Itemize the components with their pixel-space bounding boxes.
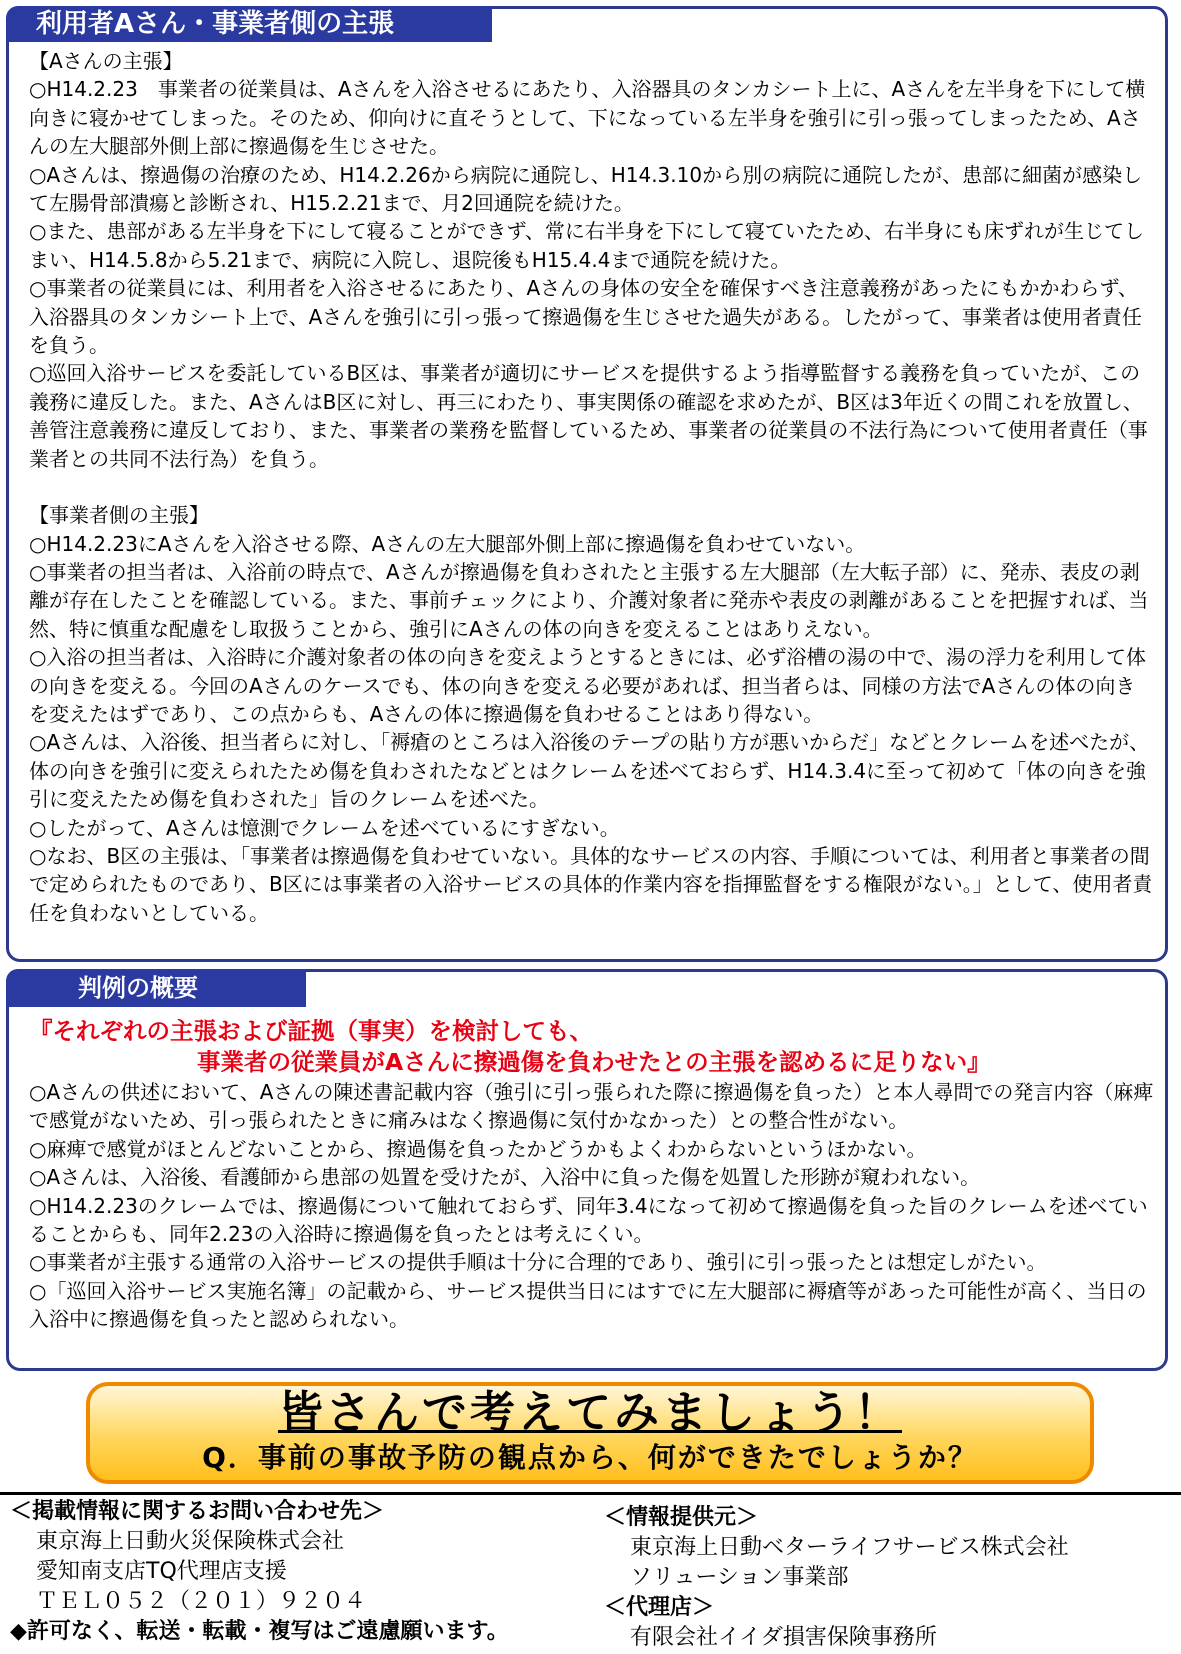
business-claim-3: ○入浴の担当者は、入浴時に介護対象者の体の向きを変えようとするときには、必ず浴槽の湯の中で、湯の浮力を利用して体の向きを変える。今回のAさんのケースでも、体の向きを変える必要があれば、担当者らは、同様の方法でAさんの体の向きを変えたはずであり、この点からも、Aさんの体に擦過傷を負わせることはあり得ない。 <box>29 645 1147 726</box>
ruling-point-3: ○Aさんは、入浴後、看護師から患部の処置を受けたが、入浴中に負った傷を処置した形跡が窺われない。 <box>29 1165 981 1190</box>
ruling-highlight <box>29 1016 1155 1078</box>
ruling-highlight-line-1: 『それぞれの主張および証拠（事実）を検討しても、 <box>29 1017 593 1045</box>
discussion-banner <box>86 1382 1094 1484</box>
user-claim-3: ○また、患部がある左半身を下にして寝ることができず、常に右半身を下にして寝ていたため、右半身にも床ずれが生じてしまい、H14.5.8から5.21まで、病院に入院し、退院後もH15.4.4まで通院を続けた。 <box>29 219 1145 272</box>
agency-heading: ＜代理店＞ <box>604 1595 715 1620</box>
footer-contact <box>10 1497 509 1647</box>
ruling-content <box>29 1016 1155 1334</box>
banner-question: Q．事前の事故予防の観点から、何ができたでしょうか？ <box>202 1441 978 1474</box>
business-claim-5: ○したがって、Aさんは憶測でクレームを述べているにすぎない。 <box>29 815 620 840</box>
agency-name: 有限会社イイダ損害保険事務所 <box>630 1625 937 1650</box>
user-claim-5: ○巡回入浴サービスを委託しているB区は、事業者が適切にサービスを提供するよう指導監督する義務を負っていたが、この義務に違反した。また、AさんはB区に対し、再三にわたり、事実関係の確認を求めたが、B区は3年近くの間これを放置し、善管注意義務に違反しており、また、事業者の業務を監督しているため、事業者の従業員の不法行為について使用者責任（事業者との共同不法行為）を負う。 <box>29 361 1148 471</box>
contact-branch: 愛知南支店TQ代理店支援 <box>36 1559 287 1584</box>
banner-title: 皆さんで考えてみましょう！ <box>277 1386 902 1439</box>
business-claim-2: ○事業者の担当者は、入浴前の時点で、Aさんが擦過傷を負わされたと主張する左大腿部（左大転子部）に、発赤、表皮の剥離が存在したことを確認している。また、事前チェックにより、介護対象者に発赤や表皮の剥離があることを把握すれば、当然、特に慎重な配慮をし取扱うことから、強引にAさんの体の向きを変えることはありえない。 <box>29 559 1149 641</box>
ruling-section <box>6 969 1168 1371</box>
contact-heading: ＜掲載情報に関するお問い合わせ先＞ <box>10 1499 385 1524</box>
ruling-highlight-line-2: 事業者の従業員がAさんに擦過傷を負わせたとの主張を認めるに足りない』 <box>197 1048 991 1076</box>
business-claim-6: ○なお、B区の主張は、「事業者は擦過傷を負わせていない。具体的なサービスの内容、手順については、利用者と事業者の間で定められたものであり、B区には事業者の入浴サービスの具体的作業内容を指揮監督をする権限がない。」として、使用者責任を負わないとしている。 <box>29 843 1153 925</box>
business-claim-1: ○H14.2.23にAさんを入浴させる際、Aさんの左大腿部外側上部に擦過傷を負わせていない。 <box>29 531 866 556</box>
provider-heading: ＜情報提供元＞ <box>604 1505 759 1530</box>
claims-section <box>6 6 1168 962</box>
contact-tel: ＴＥＬ０５２（２０１）９２０４ <box>36 1589 367 1614</box>
provider-department: ソリューション事業部 <box>630 1565 849 1590</box>
footer-provider <box>604 1503 1069 1653</box>
user-claims-heading: 【Aさんの主張】 <box>29 49 183 73</box>
ruling-point-4: ○H14.2.23のクレームでは、擦過傷について触れておらず、同年3.4になって初めて擦過傷を負った旨のクレームを述べていることからも、同年2.23の入浴時に擦過傷を負ったとは考えにくい。 <box>29 1193 1148 1247</box>
ruling-point-5: ○事業者が主張する通常の入浴サービスの提供手順は十分に合理的であり、強引に引っ張ったとは想定しがたい。 <box>29 1250 1047 1275</box>
claims-content <box>29 47 1155 927</box>
contact-company: 東京海上日動火災保険株式会社 <box>36 1529 345 1554</box>
claims-section-title: 利用者Aさん・事業者側の主張 <box>6 6 492 42</box>
user-claim-2: ○Aさんは、擦過傷の治療のため、H14.2.26から病院に通院し、H14.3.10から別の病院に通院したが、患部に細菌が感染して左腸骨部潰瘍と診断され、H15.2.21まで、月2回通院を続けた。 <box>29 162 1143 216</box>
user-claim-4: ○事業者の従業員には、利用者を入浴させるにあたり、Aさんの身体の安全を確保すべき注意義務があったにもかかわらず、入浴器具のタンカシート上で、Aさんを強引に引っ張って擦過傷を生じさせた過失がある。したがって、事業者は使用者責任を負う。 <box>29 276 1142 358</box>
business-claim-4: ○Aさんは、入浴後、担当者らに対し、「褥瘡のところは入浴後のテープの貼り方が悪いからだ」などとクレームを述べたが、体の向きを強引に変えられたため傷を負わされたなどとはクレームを述べておらず、H14.3.4に至って初めて「体の向きを強引に変えたため傷を負わされた」旨のクレームを述べた。 <box>29 730 1150 812</box>
ruling-point-1: ○Aさんの供述において、Aさんの陳述書記載内容（強引に引っ張られた際に擦過傷を負った）と本人尋問での発言内容（麻痺で感覚がないため、引っ張られたときに痛みはなく擦過傷に気付かなかった）との整合性がない。 <box>29 1080 1154 1133</box>
provider-company: 東京海上日動ベターライフサービス株式会社 <box>630 1535 1069 1560</box>
user-claim-1: ○H14.2.23 事業者の従業員は、Aさんを入浴させるにあたり、入浴器具のタンカシート上に、Aさんを左半身を下にして横向きに寝かせてしまった。そのため、仰向けに直そうとして、下になっている左半身を強引に引っ張ってしまったため、Aさんの左大腿部外側上部に擦過傷を生じさせた。 <box>29 77 1146 159</box>
ruling-point-6: ○「巡回入浴サービス実施名簿」の記載から、サービス提供当日にはすでに左大腿部に褥瘡等があった可能性が高く、当日の入浴中に擦過傷を負ったと認められない。 <box>29 1278 1147 1332</box>
ruling-point-2: ○麻痺で感覚がほとんどないことから、擦過傷を負ったかどうかもよくわからないというほかない。 <box>29 1136 927 1161</box>
spacer <box>29 473 1155 501</box>
business-claims-heading: 【事業者側の主張】 <box>29 503 209 528</box>
footer-divider <box>0 1492 1181 1495</box>
copy-notice: ◆許可なく、転送・転載・複写はご遠慮願います。 <box>10 1619 509 1644</box>
ruling-section-title: 判例の概要 <box>6 969 306 1007</box>
